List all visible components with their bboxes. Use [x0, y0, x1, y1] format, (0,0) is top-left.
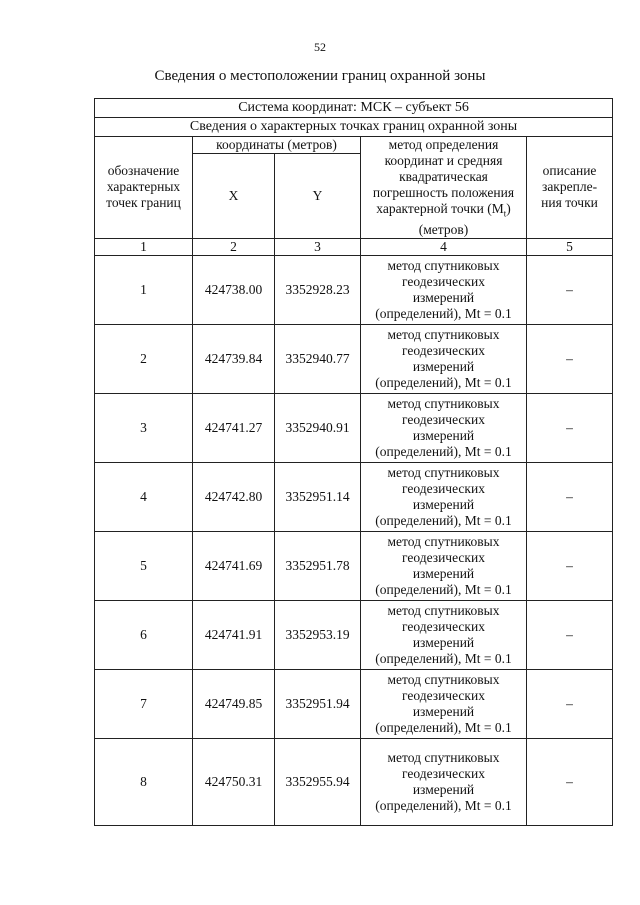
table-subtitle: Сведения о характерных точках границ охранной зоны [95, 118, 613, 137]
boundary-points-table [94, 98, 613, 826]
header-text: описание [542, 163, 597, 179]
point-description: – [527, 255, 613, 324]
header-text: закрепле- [541, 179, 598, 195]
method-text: измерений [412, 427, 475, 443]
column-number: 2 [193, 238, 275, 255]
point-id: 3 [95, 393, 193, 462]
coord-x: 424749.85 [193, 669, 275, 738]
column-number: 1 [95, 238, 193, 255]
method-text: (определений), Mt = 0.1 [375, 305, 512, 321]
point-description: – [527, 531, 613, 600]
coord-x: 424741.69 [193, 531, 275, 600]
header-text: погрешность положения [372, 185, 515, 200]
method-text: (определений), Mt = 0.1 [375, 797, 512, 813]
header-description [527, 137, 613, 239]
coord-y: 3352928.23 [275, 255, 361, 324]
coord-x: 424750.31 [193, 738, 275, 825]
header-text [363, 201, 524, 222]
method-text: измерений [412, 496, 475, 512]
method-text: геодезических [402, 480, 485, 496]
page-number: 52 [314, 40, 326, 54]
method-text: геодезических [402, 273, 485, 289]
method-text: геодезических [402, 549, 485, 565]
coord-x: 424741.27 [193, 393, 275, 462]
method-cell [361, 324, 527, 393]
table-row [95, 255, 613, 324]
point-description: – [527, 600, 613, 669]
header-point-designation [95, 137, 193, 239]
header-subscript: t [503, 208, 507, 219]
header-text-part: ) [506, 201, 511, 216]
point-description: – [527, 462, 613, 531]
method-text: (определений), Mt = 0.1 [375, 581, 512, 597]
column-number: 3 [275, 238, 361, 255]
coord-y: 3352940.91 [275, 393, 361, 462]
point-id: 1 [95, 255, 193, 324]
method-text: измерений [412, 358, 475, 374]
method-cell [361, 600, 527, 669]
table-row [95, 600, 613, 669]
coordinate-system-header: Система координат: МСК – субъект 56 [95, 99, 613, 118]
coord-y: 3352951.78 [275, 531, 361, 600]
point-id: 8 [95, 738, 193, 825]
method-text: метод спутниковых [387, 326, 500, 342]
method-text: измерений [412, 703, 475, 719]
point-id: 2 [95, 324, 193, 393]
coord-y: 3352955.94 [275, 738, 361, 825]
method-cell [361, 462, 527, 531]
method-text: (определений), Mt = 0.1 [375, 512, 512, 528]
column-number: 5 [527, 238, 613, 255]
point-description: – [527, 393, 613, 462]
header-coordinates: координаты (метров) [193, 137, 361, 154]
header-text: характерных [106, 179, 181, 195]
point-id: 7 [95, 669, 193, 738]
method-text: измерений [412, 289, 475, 305]
point-id: 6 [95, 600, 193, 669]
table-row [95, 738, 613, 825]
coord-x: 424742.80 [193, 462, 275, 531]
method-text: метод спутниковых [387, 671, 500, 687]
method-text: (определений), Mt = 0.1 [375, 374, 512, 390]
point-description: – [527, 669, 613, 738]
header-text: координат и средняя [384, 153, 503, 168]
method-text: метод спутниковых [387, 602, 500, 618]
method-cell [361, 531, 527, 600]
method-text: метод спутниковых [387, 395, 500, 411]
point-description: – [527, 324, 613, 393]
method-text: метод спутниковых [387, 749, 500, 765]
point-id: 5 [95, 531, 193, 600]
method-text: метод спутниковых [387, 464, 500, 480]
coord-y: 3352951.14 [275, 462, 361, 531]
table-row [95, 669, 613, 738]
table-row [95, 531, 613, 600]
header-text: точек границ [106, 195, 181, 211]
method-cell [361, 393, 527, 462]
method-text: геодезических [402, 342, 485, 358]
point-id: 4 [95, 462, 193, 531]
method-text: метод спутниковых [387, 533, 500, 549]
header-text-part: характерной точки (M [376, 201, 504, 216]
coord-y: 3352953.19 [275, 600, 361, 669]
point-description: – [527, 738, 613, 825]
table-row [95, 393, 613, 462]
method-text: геодезических [402, 411, 485, 427]
table-row [95, 462, 613, 531]
method-text: (определений), Mt = 0.1 [375, 650, 512, 666]
coord-x: 424738.00 [193, 255, 275, 324]
header-y: Y [275, 154, 361, 238]
method-cell [361, 738, 527, 825]
method-cell [361, 255, 527, 324]
method-text: измерений [412, 781, 475, 797]
header-x: X [193, 154, 275, 238]
header-text: метод определения [388, 137, 499, 152]
column-number: 4 [361, 238, 527, 255]
method-text: (определений), Mt = 0.1 [375, 719, 512, 735]
table-row [95, 324, 613, 393]
coord-x: 424741.91 [193, 600, 275, 669]
method-text: измерений [412, 565, 475, 581]
method-text: геодезических [402, 687, 485, 703]
method-text: (определений), Mt = 0.1 [375, 443, 512, 459]
method-text: метод спутниковых [387, 257, 500, 273]
document-title: Сведения о местоположении границ охранной зоны [154, 68, 486, 84]
header-text: ния точки [541, 195, 598, 211]
header-text: (метров) [418, 221, 469, 237]
coord-x: 424739.84 [193, 324, 275, 393]
method-text: геодезических [402, 765, 485, 781]
method-text: измерений [412, 634, 475, 650]
header-text: квадратическая [399, 169, 488, 184]
coord-y: 3352940.77 [275, 324, 361, 393]
method-text: геодезических [402, 618, 485, 634]
header-text: обозначение [107, 163, 180, 179]
method-cell [361, 669, 527, 738]
header-method [361, 137, 527, 239]
coord-y: 3352951.94 [275, 669, 361, 738]
